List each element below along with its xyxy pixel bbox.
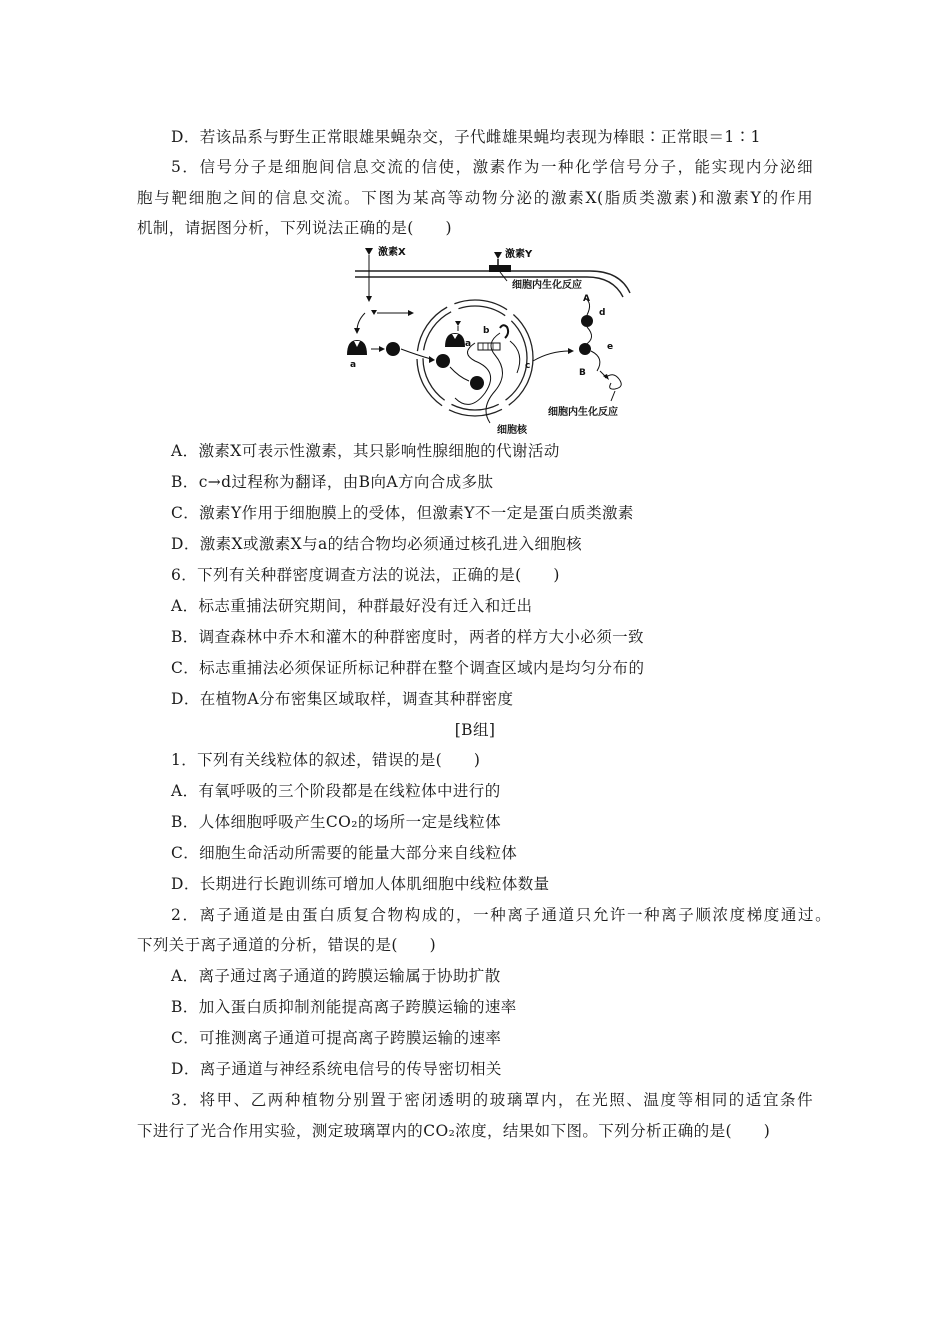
reaction-label-bottom: 细胞内生化反应	[548, 407, 618, 418]
label-a-outside: a	[350, 360, 357, 370]
nuclear-envelope-outer	[417, 300, 533, 416]
question-5-option-a: A．激素X可表示性激素，其只影响性腺细胞的代谢活动	[171, 442, 560, 460]
question-6-option-d: D．在植物A分布密集区域取样，调查其种群密度	[171, 690, 514, 708]
question-5-stem-line-2: 胞与靶细胞之间的信息交流。下图为某高等动物分泌的激素X(脂质类激素)和激素Y的作用	[137, 189, 813, 207]
label-B: B	[579, 368, 586, 378]
membrane-receptor	[489, 265, 511, 272]
complex-circle-inside	[436, 354, 450, 368]
question-6-stem: 6．下列有关种群密度调查方法的说法，正确的是( )	[171, 566, 560, 584]
question-5-option-b: B．c→d过程称为翻译，由B向A方向合成多肽	[171, 473, 494, 491]
b-question-1-stem: 1．下列有关线粒体的叙述，错误的是( )	[171, 751, 481, 769]
b-question-2-option-a: A．离子通过离子通道的跨膜运输属于协助扩散	[171, 967, 501, 985]
reaction-label-top: 细胞内生化反应	[512, 280, 582, 291]
group-b-heading: [B组]	[454, 721, 496, 739]
b-question-2-option-b: B．加入蛋白质抑制剂能提高离子跨膜运输的速率	[171, 998, 517, 1016]
label-e: e	[607, 342, 614, 352]
b-question-1-option-c: C．细胞生命活动所需要的能量大部分来自线粒体	[171, 844, 518, 862]
hormone-x-label: 激素X	[378, 247, 406, 258]
label-b-small: b	[483, 326, 490, 336]
b-question-3-stem-line-2: 下进行了光合作用实验，测定玻璃罩内的CO₂浓度，结果如下图。下列分析正确的是( )	[137, 1122, 771, 1140]
transcription-bubble	[478, 343, 500, 350]
complex-circle-dna	[470, 376, 484, 390]
cell-membrane-outer	[355, 271, 630, 293]
dna-strand	[455, 343, 491, 404]
question-5-stem-line-1: 5．信号分子是细胞间信息交流的信使，激素作为一种化学信号分子，能实现内分泌细	[171, 158, 813, 176]
b-question-1-option-b: B．人体细胞呼吸产生CO₂的场所一定是线粒体	[171, 813, 501, 831]
nucleus-label: 细胞核	[497, 425, 527, 436]
hormone-y-triangle	[494, 252, 502, 259]
ribosome-A	[581, 315, 593, 327]
label-d: d	[599, 308, 606, 318]
b-question-3-stem-line-1: 3．将甲、乙两种植物分别置于密闭透明的玻璃罩内，在光照、温度等相同的适宜条件	[171, 1091, 813, 1109]
question-5-stem-line-3: 机制，请据图分析，下列说法正确的是( )	[137, 219, 452, 237]
question-6-option-c: C．标志重捕法必须保证所标记种群在整个调查区域内是均匀分布的	[171, 659, 645, 677]
complex-circle-outside	[386, 342, 400, 356]
b-question-2-option-d: D．离子通道与神经系统电信号的传导密切相关	[171, 1060, 502, 1078]
question-6-option-a: A．标志重捕法研究期间，种群最好没有迁入和迁出	[171, 597, 533, 615]
b-question-2-option-c: C．可推测离子通道可提高离子跨膜运输的速率	[171, 1029, 502, 1047]
question-5-option-d: D．激素X或激素X与a的结合物均必须通过核孔进入细胞核	[171, 535, 583, 553]
ribosome-B	[579, 343, 591, 355]
label-a-inside: a	[465, 339, 472, 349]
hormone-x-triangle	[365, 248, 373, 255]
b-question-2-stem-line-2: 下列关于离子通道的分析，错误的是( )	[137, 936, 437, 954]
hormone-mechanism-figure	[335, 243, 655, 438]
b-question-2-stem-line-1: 2．离子通道是由蛋白质复合物构成的，一种离子通道只允许一种离子顺浓度梯度通过。	[171, 906, 831, 924]
b-question-1-option-d: D．长期进行长跑训练可增加人体肌细胞中线粒体数量	[171, 875, 550, 893]
hormone-y-label: 激素Y	[505, 249, 533, 260]
question-6-option-b: B．调查森林中乔木和灌木的种群密度时，两者的样方大小必须一致	[171, 628, 644, 646]
b-question-1-option-a: A．有氧呼吸的三个阶段都是在线粒体中进行的	[171, 782, 501, 800]
label-A: A	[583, 294, 590, 304]
question-4-option-d: D．若该品系与野生正常眼雄果蝇杂交，子代雌雄果蝇均表现为棒眼∶正常眼＝1∶1	[171, 128, 761, 146]
label-c: c	[525, 361, 531, 371]
question-5-option-c: C．激素Y作用于细胞膜上的受体，但激素Y不一定是蛋白质类激素	[171, 504, 634, 522]
